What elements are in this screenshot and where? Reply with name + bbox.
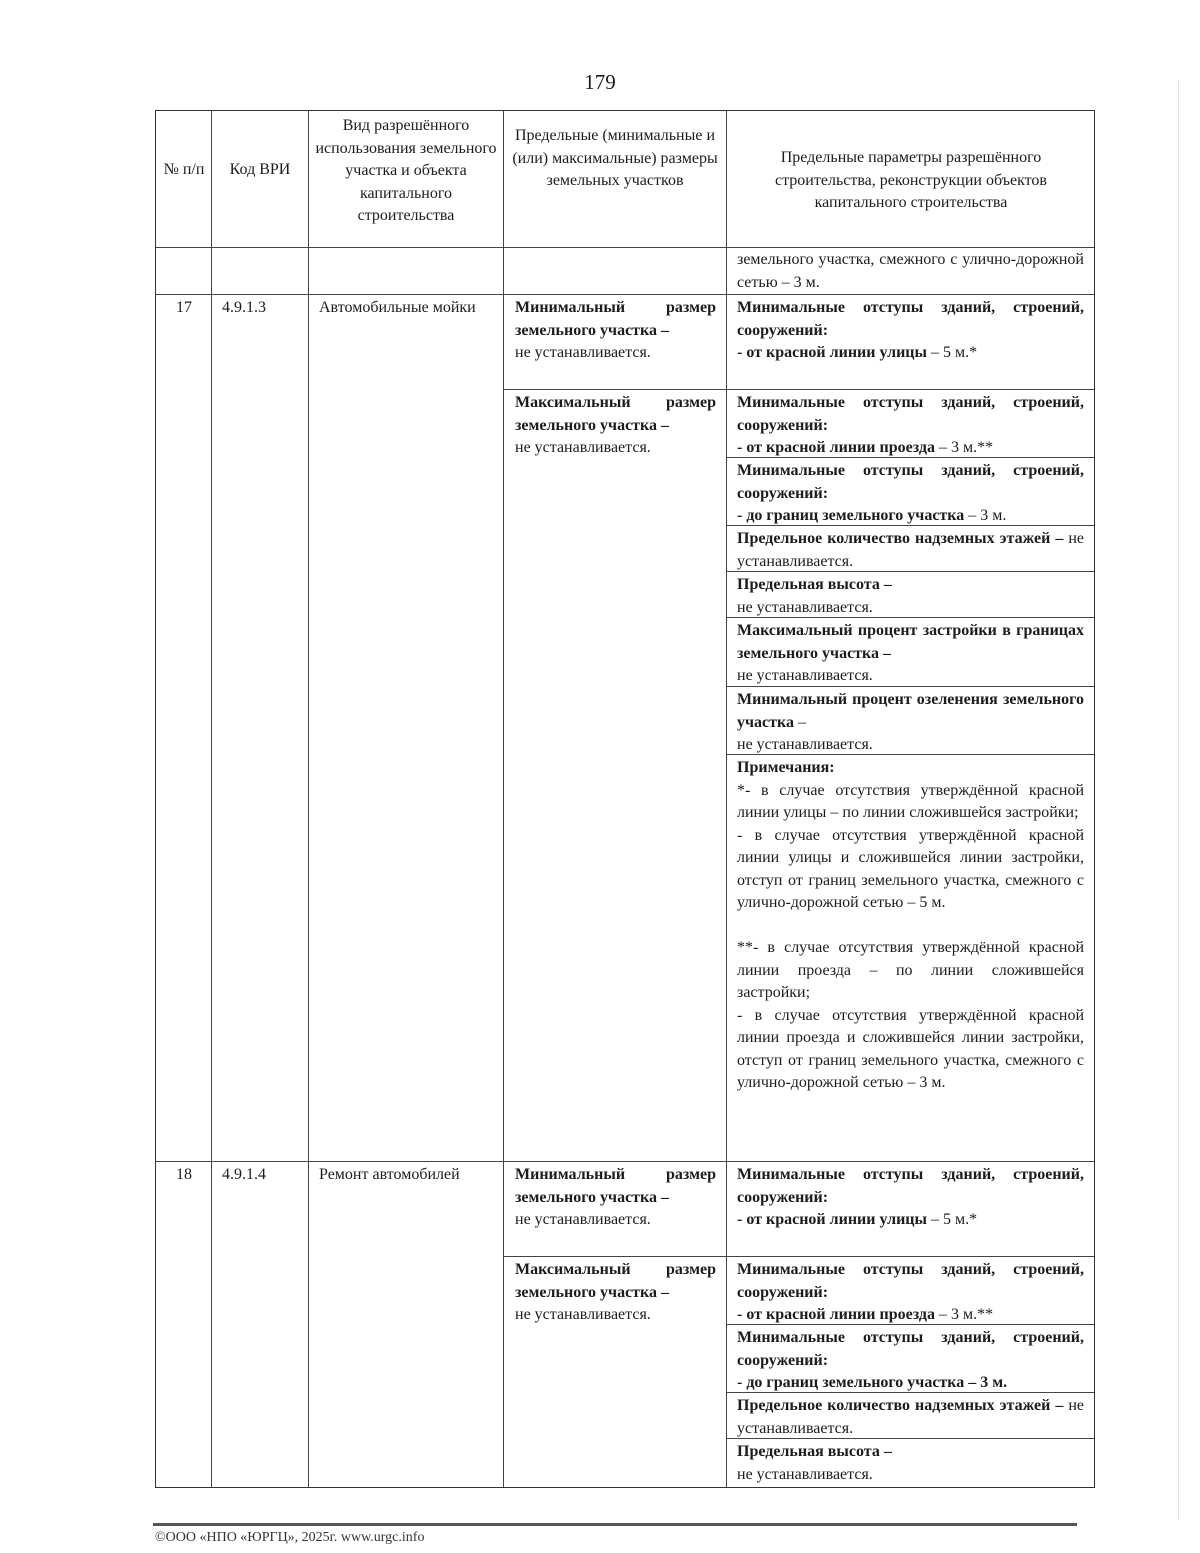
row17-param-floors: [737, 528, 1084, 573]
row18-max-size-value: не устанавливается.: [515, 1306, 651, 1323]
header-use: Вид разрешённого использования земельного участка и объекта капитального строительства: [315, 117, 497, 224]
row18-p2-line: - от красной линии проезда: [737, 1306, 935, 1323]
scan-edge-line: [1178, 80, 1179, 1520]
row17-p4-title: Предельное количество надземных этажей –: [737, 530, 1064, 547]
row17-code: 4.9.1.3: [222, 299, 266, 316]
row18-param-line-1: [727, 1256, 1094, 1257]
row17-max-size-title: Максимальный размер земельного участка –: [515, 394, 716, 434]
carryover-text: земельного участка, смежного с улично-дорожной сетью – 3 м.: [737, 251, 1084, 291]
row18-max-size: [515, 1259, 716, 1327]
row18-min-size: [515, 1164, 716, 1232]
row17-max-size: [515, 392, 716, 460]
header-sizes: Предельные (минимальные и (или) максимальные) размеры земельных участков: [512, 127, 718, 189]
row18-p3-title: Минимальные отступы зданий, строений, сооружений:: [737, 1329, 1084, 1369]
row17-notes-title: Примечания:: [737, 759, 835, 776]
row17-param-height: [737, 574, 1084, 619]
row17-min-size-title: Минимальный размер земельного участка –: [515, 299, 716, 339]
row18-param-height: [737, 1441, 1084, 1486]
header-code: Код ВРИ: [229, 161, 291, 178]
row17-p7-dash: –: [793, 713, 806, 731]
row18-p2-title: Минимальные отступы зданий, строений, сооружений:: [737, 1261, 1084, 1301]
row18-p1-value: – 5 м.*: [927, 1211, 978, 1228]
row17-p2-value: – 3 м.**: [934, 439, 994, 456]
footer-copyright: ©ООО «НПО «ЮРГЦ», 2025г. www.urgc.info: [155, 1530, 425, 1545]
row17-p7-title: Минимальный процент озеленения земельного участка: [737, 691, 1084, 731]
row18-num: 18: [176, 1166, 192, 1183]
row17-note-3: **- в случае отсутствия утверждённой красной линии проезда – по линии сложившейся застройки;: [737, 939, 1084, 1001]
row18-p2-value: – 3 м.**: [934, 1306, 994, 1323]
row17-min-size-value: не устанавливается.: [515, 344, 651, 361]
row18-p1-title: Минимальные отступы зданий, строений, сооружений:: [737, 1166, 1084, 1206]
row17-p5-title: Предельная высота –: [737, 576, 892, 593]
row17-param-setback-passage: [737, 392, 1084, 460]
row17-max-size-value: не устанавливается.: [515, 439, 651, 456]
header-num: № п/п: [163, 161, 205, 178]
row17-p6-value: не устанавливается.: [737, 667, 873, 684]
row18-size-split: [504, 1256, 726, 1257]
row18-p3-line: - до границ земельного участка – 3 м.: [737, 1374, 1008, 1391]
row18-name: Ремонт автомобилей: [319, 1166, 460, 1183]
header-params: Предельные параметры разрешённого строительства, реконструкции объектов капитального строительства: [775, 149, 1047, 211]
row17-p2-title: Минимальные отступы зданий, строений, сооружений:: [737, 394, 1084, 434]
row17-notes: [737, 757, 1084, 1095]
row18-top-line: [156, 1161, 1094, 1162]
row17-top-line: [156, 294, 1094, 295]
row17-param-setback-boundary: [737, 460, 1084, 528]
row18-param-floors: [737, 1395, 1084, 1440]
row17-p1-title: Минимальные отступы зданий, строений, сооружений:: [737, 299, 1084, 339]
row17-p1-line: - от красной линии улицы: [737, 344, 927, 361]
row18-p5-title: Предельная высота –: [737, 1443, 892, 1460]
row17-p3-value: – 3 м.: [964, 507, 1007, 524]
col-divider-2: [308, 111, 309, 1487]
row17-note-1: *- в случае отсутствия утверждённой красной линии улицы – по линии сложившейся застройки;: [737, 781, 1084, 821]
row18-param-setback-passage: [737, 1259, 1084, 1327]
row18-code: 4.9.1.4: [222, 1166, 266, 1183]
row17-name: Автомобильные мойки: [319, 299, 476, 316]
row17-param-setback-street: [737, 297, 1084, 365]
footer-rule: [153, 1523, 1077, 1526]
row17-p4-value: не устанавливается.: [737, 530, 1084, 570]
row17-p2-line: - от красной линии проезда: [737, 439, 935, 456]
row17-note-2: - в случае отсутствия утверждённой красной линии улицы и сложившейся линии застройки, отступ от границ земельного участка, смежного с улично-дорожной сетью – 5 м.: [737, 826, 1084, 911]
row17-min-size: [515, 297, 716, 365]
row17-param-line-1: [727, 389, 1094, 390]
row17-note-4: - в случае отсутствия утверждённой красной линии проезда и сложившейся линии застройки, отступ от границ земельного участка, смежного с улично-дорожной сетью – 3 м.: [737, 1006, 1084, 1091]
row17-param-coverage: [737, 620, 1084, 688]
row18-p4-value: не устанавливается.: [737, 1397, 1084, 1437]
col-divider-1: [211, 111, 212, 1487]
row17-p3-title: Минимальные отступы зданий, строений, сооружений:: [737, 462, 1084, 502]
page-number: 179: [584, 70, 616, 94]
row18-min-size-title: Минимальный размер земельного участка –: [515, 1166, 716, 1206]
col-divider-4: [726, 111, 727, 1487]
header-bottom-line: [156, 247, 1094, 248]
row18-param-setback-street: [737, 1164, 1084, 1232]
row17-p5-value: не устанавливается.: [737, 598, 873, 616]
row18-p1-line: - от красной линии улицы: [737, 1211, 927, 1228]
row17-p7-value: не устанавливается.: [737, 736, 873, 753]
row18-min-size-value: не устанавливается.: [515, 1211, 651, 1228]
row17-p3-line: - до границ земельного участка: [737, 507, 965, 524]
regulations-table: [155, 110, 1095, 1488]
row17-p1-value: – 5 м.*: [927, 344, 978, 361]
row18-max-size-title: Максимальный размер земельного участка –: [515, 1261, 716, 1301]
row18-p5-value: не устанавливается.: [737, 1465, 873, 1483]
row18-param-setback-boundary: [737, 1327, 1084, 1395]
row17-size-split: [504, 389, 726, 390]
row17-p6-title: Максимальный процент застройки в границах земельного участка –: [737, 622, 1084, 662]
row18-p4-title: Предельное количество надземных этажей –: [737, 1397, 1064, 1414]
row17-num: 17: [176, 299, 192, 316]
row17-param-greening: [737, 689, 1084, 757]
col-divider-3: [503, 111, 504, 1487]
